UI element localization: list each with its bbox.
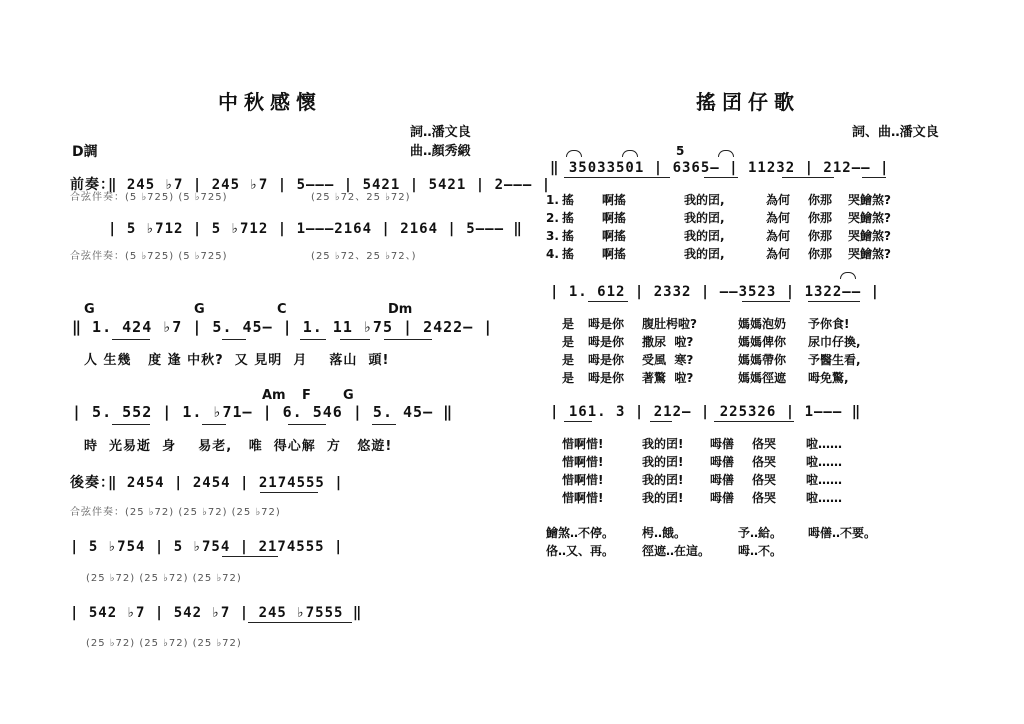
key-signature: D調: [72, 144, 98, 160]
lyric-line: 呣僐: [710, 437, 735, 451]
lyric-line: 予你食!: [808, 317, 850, 331]
prelude-line-1: ‖ 245 ♭7 | 245 ♭7 | 5——— | 5421 | 5421 | 2——— |: [108, 177, 552, 193]
beam-underline: [260, 492, 318, 493]
lyric-line: 佫哭: [752, 455, 777, 469]
beam-underline: [222, 556, 278, 557]
lyric-line: 受風 寒?: [642, 353, 694, 367]
slur-mark: [566, 150, 582, 157]
verse-lyric: 搖: [562, 229, 575, 243]
lyric-line: 呣是你: [588, 371, 625, 385]
beam-underline: [564, 421, 592, 422]
glossary-note: 呣‥不。: [738, 544, 783, 558]
lyric-line: 我的囝!: [642, 473, 684, 487]
glossary-note: 鱠煞‥不停。: [546, 526, 615, 540]
lyrics-line-2: 時 光易逝 身 易老, 唯 得心解 方 悠遊!: [84, 439, 393, 454]
lyricist-composer-credit: 詞、曲‥潘文良: [852, 125, 939, 140]
beam-underline: [808, 301, 860, 302]
beam-underline: [202, 424, 226, 425]
lyric-line: 撒尿 啦?: [642, 335, 694, 349]
lyric-line: 啦……: [806, 455, 843, 469]
lyric-line: 媽媽泡奶: [738, 317, 787, 331]
verse-lyric: 哭鱠煞?: [848, 229, 891, 243]
verse-lyric: 哭鱠煞?: [848, 211, 891, 225]
beam-underline: [704, 177, 738, 178]
beam-underline: [288, 424, 326, 425]
verse-lyric: 為何: [766, 193, 791, 207]
lyric-line: 呣是你: [588, 353, 625, 367]
chord-label: Am: [262, 388, 286, 403]
lyric-line: 我的囝!: [642, 455, 684, 469]
beam-underline: [248, 622, 352, 623]
postlude-line-3: | 542 ♭7 | 542 ♭7 | 245 ♭7555 ‖: [70, 605, 363, 621]
lyric-line: 呣僐: [710, 455, 735, 469]
lyric-line: 呣是你: [588, 317, 625, 331]
verse-lyric: 為何: [766, 211, 791, 225]
lyric-line: 啦……: [806, 437, 843, 451]
chord-label: G: [84, 302, 95, 317]
lyric-line: 呣僐: [710, 473, 735, 487]
verse-lyric: 你那: [808, 229, 833, 243]
beam-underline: [384, 339, 432, 340]
postlude-accompaniment-3: (25 ♭72) (25 ♭72) (25 ♭72): [86, 638, 242, 649]
verse-lyric: 我的囝,: [684, 247, 725, 261]
song-title-right: 搖囝仔歌: [696, 90, 800, 114]
lyric-line: 媽媽帶你: [738, 353, 787, 367]
lyric-line: 媽媽徑遮: [738, 371, 787, 385]
verse-lyric: 我的囝,: [684, 211, 725, 225]
prelude-accompaniment-2: 合弦伴奏：(5 ♭725) (5 ♭725) (25 ♭72、25 ♭72、): [70, 251, 417, 262]
beam-underline: [714, 421, 794, 422]
lyric-line: 是: [562, 335, 575, 349]
beam-underline: [862, 177, 886, 178]
lyric-line: 啦……: [806, 473, 843, 487]
lyric-line: 是: [562, 371, 575, 385]
verse-lyric: 哭鱠煞?: [848, 193, 891, 207]
beam-underline: [588, 301, 628, 302]
lyric-line: 呣是你: [588, 335, 625, 349]
slur-mark: [840, 272, 856, 279]
prelude-line-2: | 5 ♭712 | 5 ♭712 | 1———2164 | 2164 | 5——— ‖: [108, 221, 523, 237]
glossary-note: 予‥給。: [738, 526, 783, 540]
beam-underline: [112, 339, 150, 340]
lyric-line: 佫哭: [752, 473, 777, 487]
lyricist-credit: 詞‥潘文良: [410, 125, 471, 140]
prelude-label: 前奏：: [70, 177, 115, 193]
chord-label: Dm: [388, 302, 413, 317]
composer-credit: 曲‥顏秀緞: [410, 144, 471, 159]
glossary-note: 佫‥又、再。: [546, 544, 615, 558]
postlude-line-1: ‖ 2454 | 2454 | 2174555 |: [108, 475, 344, 491]
glossary-note: 枵‥餓。: [642, 526, 687, 540]
postlude-accompaniment-1: 合弦伴奏：(25 ♭72) (25 ♭72) (25 ♭72): [70, 507, 281, 518]
verse-number: 1.: [546, 193, 559, 207]
beam-underline: [564, 177, 670, 178]
lyric-line: 予醫生看,: [808, 353, 861, 367]
lyrics-line-1: 人 生幾 度 逢 中秋? 又 見明 月 落山 頭!: [84, 353, 390, 368]
lyric-line: 惜啊惜!: [562, 491, 604, 505]
lyric-line: 呣僐: [710, 491, 735, 505]
verse-number: 3.: [546, 229, 559, 243]
lyric-line: 我的囝!: [642, 491, 684, 505]
beam-underline: [340, 339, 370, 340]
verse-lyric: 啊搖: [602, 229, 627, 243]
lyric-line: 媽媽俾你: [738, 335, 787, 349]
song-title-left: 中秋感懷: [218, 90, 322, 114]
verse-number: 4.: [546, 247, 559, 261]
verse-lyric: 為何: [766, 229, 791, 243]
verse-lyric: 啊搖: [602, 247, 627, 261]
fermata-number: 5: [676, 144, 685, 158]
lyric-line: 惜啊惜!: [562, 455, 604, 469]
lyric-line: 惜啊惜!: [562, 437, 604, 451]
beam-underline: [742, 301, 790, 302]
postlude-label: 後奏：: [70, 475, 115, 491]
lyric-line: 佫哭: [752, 437, 777, 451]
verse-lyric: 我的囝,: [684, 229, 725, 243]
prelude-accompaniment-1: 合弦伴奏：(5 ♭725) (5 ♭725) (25 ♭72、25 ♭72): [70, 192, 411, 203]
verse-lyric: 哭鱠煞?: [848, 247, 891, 261]
beam-underline: [300, 339, 326, 340]
verse-lyric: 搖: [562, 247, 575, 261]
lyric-line: 啦……: [806, 491, 843, 505]
lyric-line: 尿巾仔換,: [808, 335, 861, 349]
lyric-line: 著驚 啦?: [642, 371, 694, 385]
chord-label: C: [277, 302, 287, 317]
verse-lyric: 搖: [562, 193, 575, 207]
verse-lyric: 我的囝,: [684, 193, 725, 207]
verse-lyric: 你那: [808, 211, 833, 225]
verse-lyric: 你那: [808, 247, 833, 261]
beam-underline: [222, 339, 246, 340]
verse-lyric: 你那: [808, 193, 833, 207]
slur-mark: [622, 150, 638, 157]
postlude-line-2: | 5 ♭754 | 5 ♭754 | 2174555 |: [70, 539, 344, 555]
verse-lyric: 啊搖: [602, 193, 627, 207]
slur-mark: [718, 150, 734, 157]
lyric-line: 是: [562, 353, 575, 367]
lyric-line: 惜啊惜!: [562, 473, 604, 487]
verse-number: 2.: [546, 211, 559, 225]
lyric-line: 呣免驚,: [808, 371, 849, 385]
chord-label: G: [194, 302, 205, 317]
melody-line-3: | 161. 3 | 212— | 225326 | 1——— ‖: [550, 404, 862, 420]
verse-lyric: 啊搖: [602, 211, 627, 225]
glossary-note: 呣僐‥不要。: [808, 526, 877, 540]
chord-label: F: [302, 388, 311, 403]
melody-line-2: | 1. 612 | 2332 | ——3523 | 1322—— |: [550, 284, 881, 300]
beam-underline: [650, 421, 672, 422]
melody-line-1: ‖ 35033501 | 6365— | 11232 | 212—— |: [550, 160, 890, 176]
beam-underline: [782, 177, 834, 178]
verse-lyric: 搖: [562, 211, 575, 225]
chord-label: G: [343, 388, 354, 403]
glossary-note: 徑遮‥在這。: [642, 544, 711, 558]
verse-lyric: 為何: [766, 247, 791, 261]
lyric-line: 我的囝!: [642, 437, 684, 451]
beam-underline: [112, 424, 150, 425]
melody-line-2: | 5. 552 | 1. ♭71— | 6. 546 | 5. 45— ‖: [72, 403, 454, 421]
melody-line-1: ‖ 1. 424 ♭7 | 5. 45— | 1. 11 ♭75 | 2422— |: [72, 318, 494, 336]
beam-underline: [372, 424, 396, 425]
lyric-line: 腹肚枵啦?: [642, 317, 697, 331]
lyric-line: 是: [562, 317, 575, 331]
postlude-accompaniment-2: (25 ♭72) (25 ♭72) (25 ♭72): [86, 573, 242, 584]
lyric-line: 佫哭: [752, 491, 777, 505]
